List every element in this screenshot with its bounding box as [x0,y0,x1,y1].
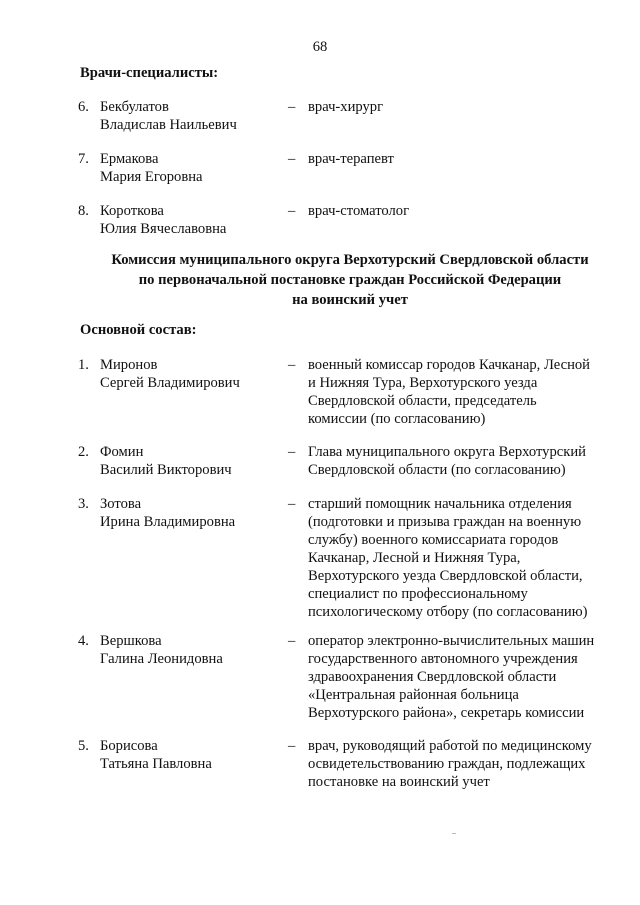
surname: Фомин [100,444,144,460]
person-name [100,443,285,479]
position-line: и Нижняя Тура, Верхотурского уезда [308,375,538,391]
surname: Борисова [100,738,158,754]
position-line: постановке на воинский учет [308,774,490,790]
position-line: врач-хирург [308,99,384,115]
given-names: Мария Егоровна [100,169,203,185]
position [308,150,618,168]
item-number: 4. [78,633,89,649]
position [308,632,618,722]
given-names: Ирина Владимировна [100,514,236,530]
given-names: Юлия Вячеславовна [100,221,227,237]
specialists-heading: Врачи-специалисты: [80,65,219,81]
title-line: на воинский учет [292,292,408,308]
position-line: Глава муниципального округа Верхотурский [308,444,586,460]
position-line: Верхотурского уезда Свердловской области, [308,568,583,584]
surname: Миронов [100,357,158,373]
position-line: здравоохранения Свердловской области [308,669,557,685]
surname: Короткова [100,203,164,219]
position-line: Свердловской области, председатель [308,393,537,409]
position-line: Свердловской области (по согласованию) [308,462,566,478]
given-names: Галина Леонидовна [100,651,223,667]
commission-title [60,250,640,310]
position-line: (подготовки и призыва граждан на военную [308,514,582,530]
position [308,443,618,479]
position-line: врач, руководящий работой по медицинскому [308,738,592,754]
surname: Вершкова [100,633,162,649]
item-number: 7. [78,151,89,167]
item-number: 8. [78,203,89,219]
dash: – [288,738,296,754]
position [308,737,618,791]
position [308,98,618,116]
person-name [100,737,285,773]
person-name [100,356,285,392]
given-names: Сергей Владимирович [100,375,240,391]
main-composition-heading: Основной состав: [80,322,197,338]
position-line: «Центральная районная больница [308,687,519,703]
item-number: 3. [78,496,89,512]
position-line: службу) военного комиссариата городов [308,532,559,548]
title-line: Комиссия муниципального округа Верхотурский Свердловской области [111,252,589,268]
dash: – [288,151,296,167]
position-line: освидетельствованию граждан, подлежащих [308,756,586,772]
given-names: Василий Викторович [100,462,232,478]
position-line: врач-терапевт [308,151,394,167]
given-names: Татьяна Павловна [100,756,212,772]
dash: – [288,633,296,649]
surname: Бекбулатов [100,99,169,115]
item-number: 6. [78,99,89,115]
title-line: по первоначальной постановке граждан Российской Федерации [138,272,562,288]
position-line: Верхотурского района», секретарь комиссии [308,705,585,721]
position-line: оператор электронно-вычислительных машин [308,633,595,649]
position-line: психологическому отбору (по согласованию) [308,604,588,620]
dash: – [288,203,296,219]
dash: – [288,444,296,460]
person-name [100,495,285,531]
item-number: 1. [78,357,89,373]
surname: Ермакова [100,151,159,167]
dash: – [288,357,296,373]
page-number: 68 [312,39,328,55]
position-line: старший помощник начальника отделения [308,496,572,512]
position [308,356,618,428]
person-name [100,202,285,238]
position-line: военный комиссар городов Качканар, Лесной [308,357,590,373]
position-line: Качканар, Лесной и Нижняя Тура, [308,550,521,566]
position-line: специалист по профессиональному [308,586,528,602]
person-name [100,98,285,134]
item-number: 5. [78,738,89,754]
person-name [100,150,285,186]
dash: – [288,496,296,512]
given-names: Владислав Наильевич [100,117,237,133]
position [308,495,618,621]
position-line: государственного автономного учреждения [308,651,578,667]
person-name [100,632,285,668]
scan-speck [452,833,456,834]
position-line: врач-стоматолог [308,203,410,219]
position-line: комиссии (по согласованию) [308,411,486,427]
item-number: 2. [78,444,89,460]
surname: Зотова [100,496,142,512]
dash: – [288,99,296,115]
position [308,202,618,220]
